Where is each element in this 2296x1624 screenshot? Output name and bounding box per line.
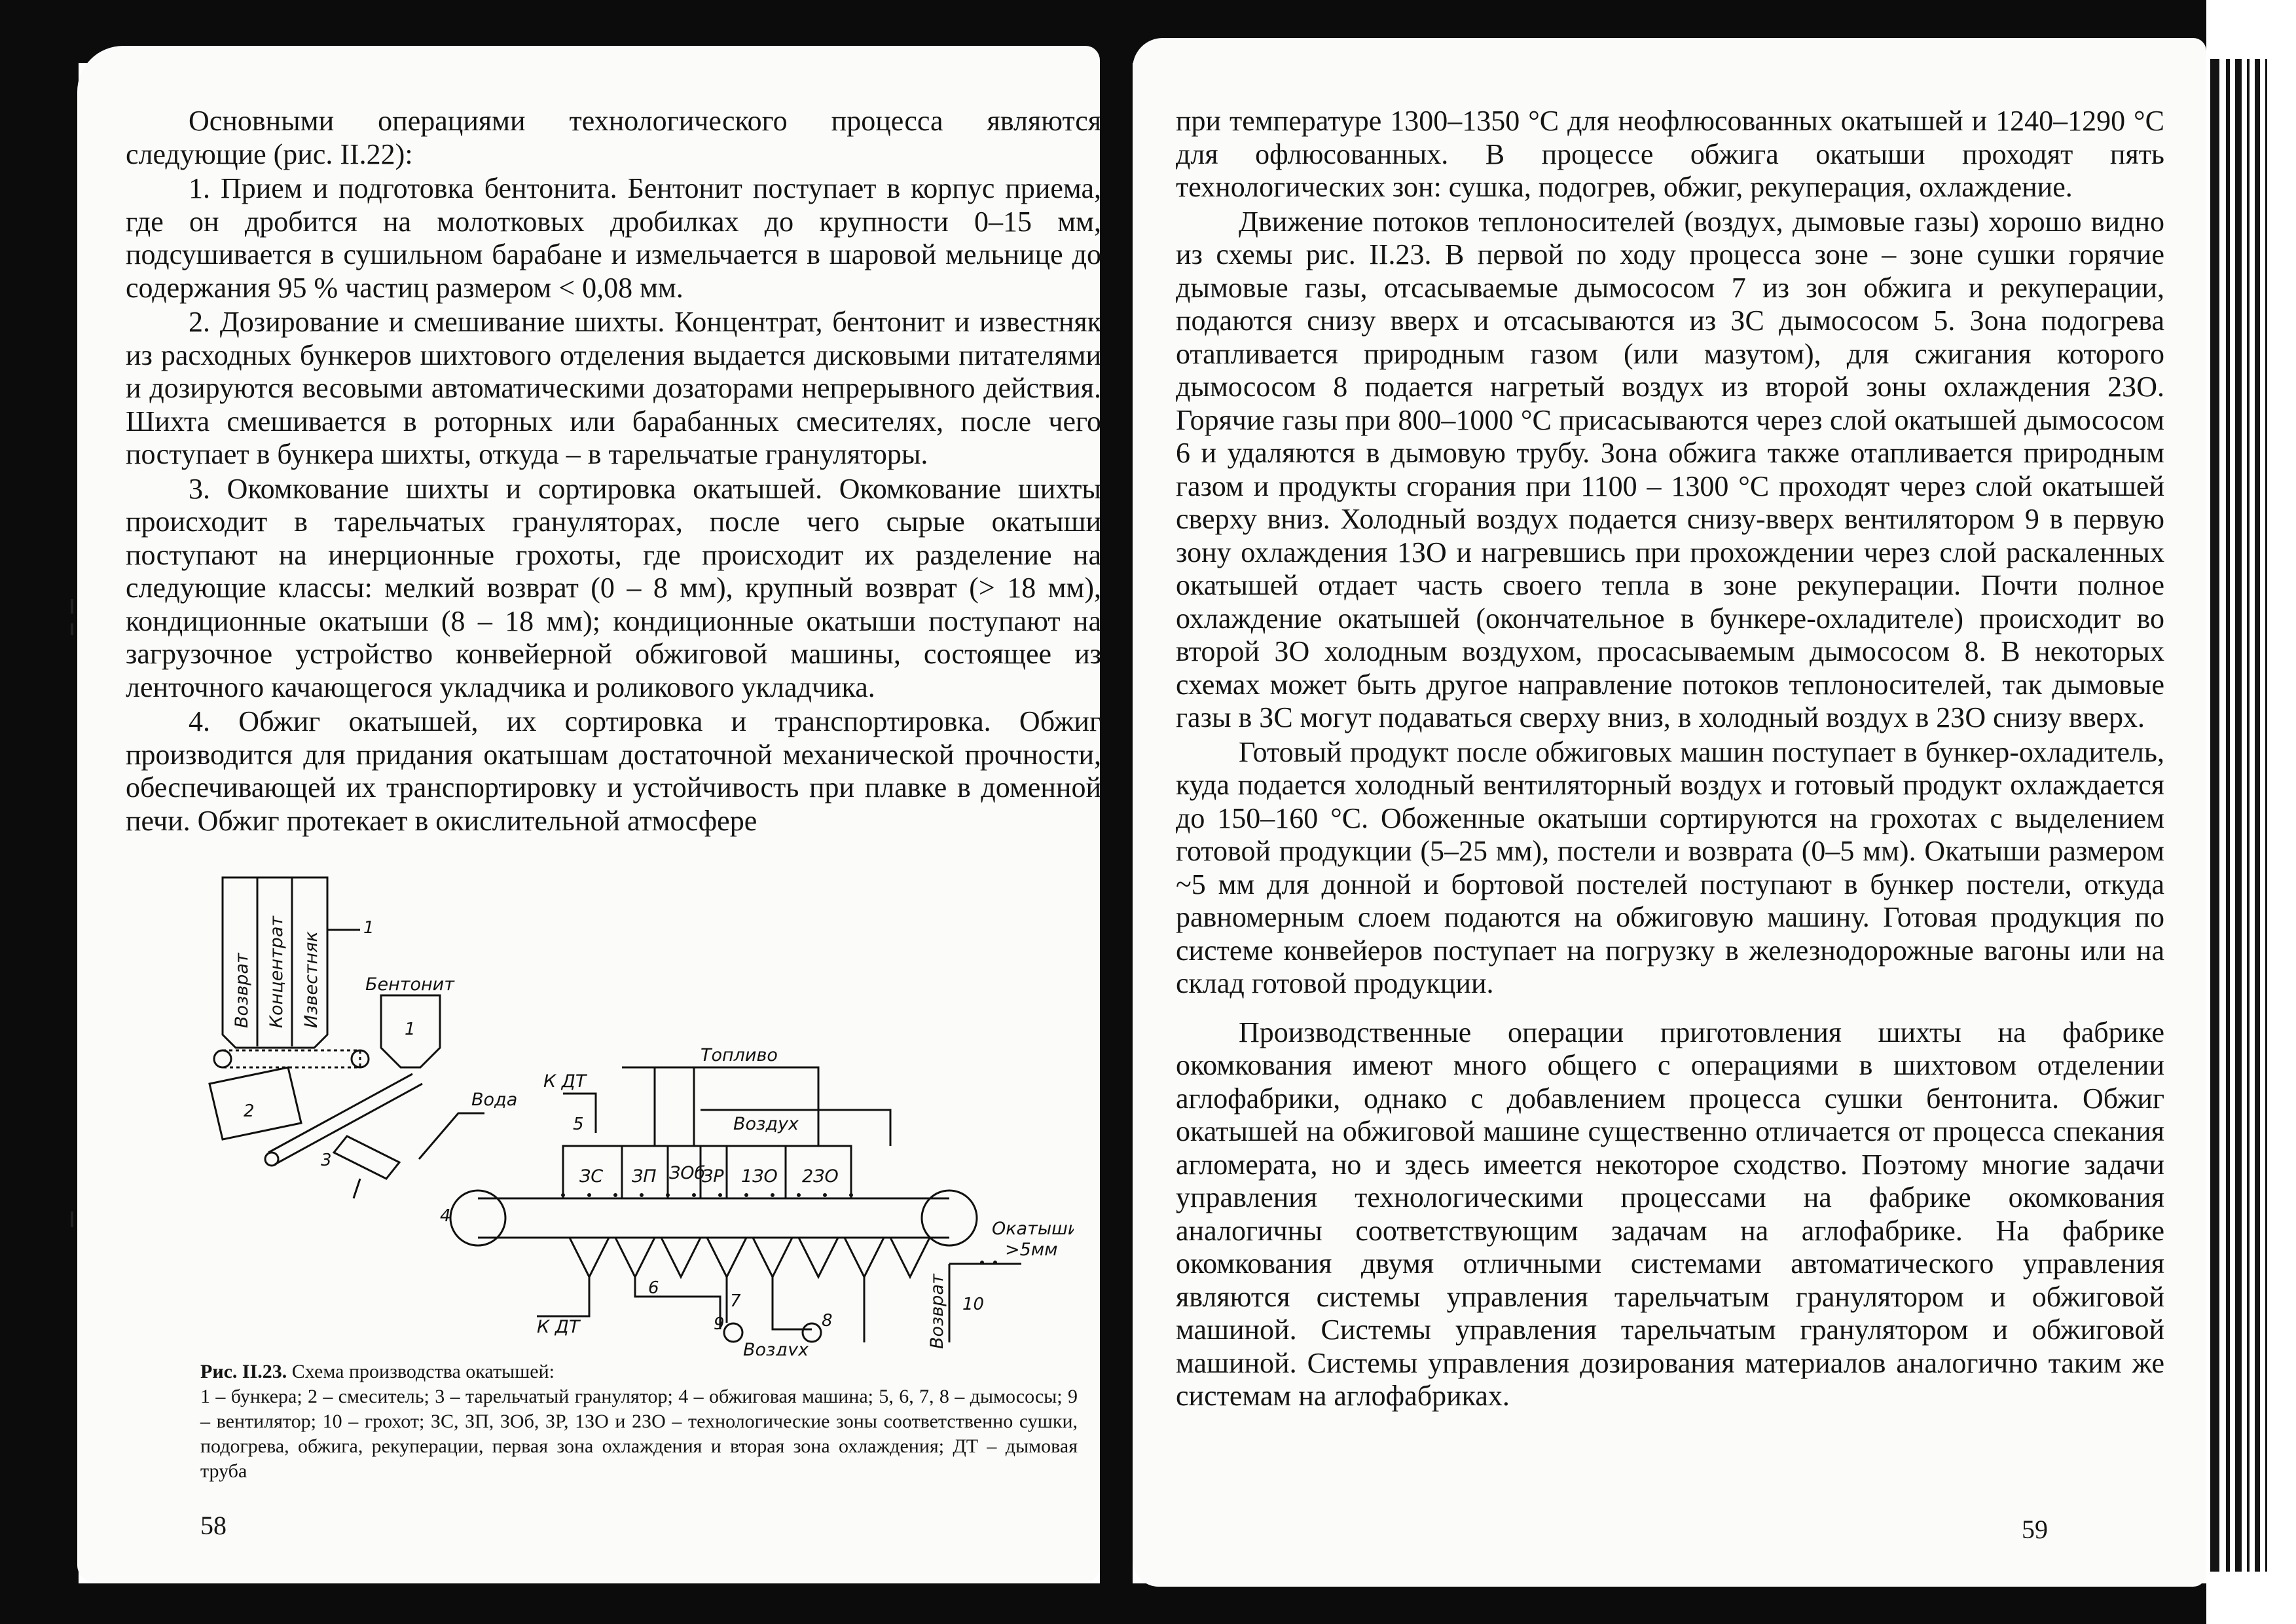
book-gutter — [1100, 0, 1133, 1624]
windbox — [661, 1238, 701, 1277]
label-koncentrat: Концентрат — [266, 915, 287, 1028]
paragraph: 4. Обжиг окатышей, их сортировка и транспортировка. Обжиг производится для придания окатышам достаточной механической прочности, обеспечивающей их транспортировку и устойчивость при плавке в доменной печи. Обжиг протекает в окислительной атмосфере — [126, 705, 1101, 837]
num-bentonit-hopper: 1 — [405, 1020, 416, 1039]
paragraph: 3. Окомкование шихты и сортировка окатышей. Окомкование шихты происходит в тарельчатых грануляторах, после чего сырые окатыши поступают на инерционные грохоты, где происходит их разделение на следующие классы: мелкий возврат (0 – 8 мм), крупный возврат (> 18 мм), кондиционные окатыши (8 – 18 мм); кондиционные окатыши поступают на загрузочное устройство конвейерной обжиговой машины, состоящее из ленточного качающегося укладчика и роликового укладчика. — [126, 472, 1101, 703]
inclined-conveyor — [268, 1074, 412, 1153]
label-zone-1o: 1ЗО — [741, 1166, 778, 1187]
feed-conveyor — [223, 1050, 360, 1067]
diagram-svg — [196, 871, 1074, 1356]
label-gt5mm: >5мм — [1005, 1240, 1058, 1260]
num-6: 6 — [648, 1278, 659, 1298]
fan — [803, 1323, 821, 1342]
label-vozvrat-right: Возврат — [927, 1274, 947, 1349]
conveyor-roller — [265, 1153, 278, 1166]
duct — [773, 1277, 812, 1329]
label-vozduh-bottom: Воздух — [743, 1340, 809, 1356]
edge-mark — [71, 1211, 73, 1227]
page-number-right: 59 — [2022, 1515, 2048, 1544]
paragraph: 2. Дозирование и смешивание шихты. Концентрат, бентонит и известняк из расходных бункеров шихтового отделения выдается дисковыми питателями и дозируются весовыми автоматическими дозаторами непрерывного действия. Шихта смешивается в роторных или барабанных смесителях, после чего поступает в бункера шихты, откуда – в тарельчатые грануляторы. — [126, 306, 1101, 470]
label-voda: Вода — [471, 1090, 518, 1110]
label-zone-2o: 2ЗО — [802, 1166, 839, 1187]
conveyor-roller — [214, 1050, 231, 1067]
num-1: 1 — [363, 918, 374, 938]
pellet-dots — [561, 1193, 997, 1264]
label-bentonit: Бентонит — [365, 974, 454, 995]
edge-mark — [71, 623, 73, 635]
scan-border-bottom — [0, 1583, 2296, 1624]
fuel-line — [622, 1067, 818, 1146]
label-zone-3ob: ЗОб — [669, 1163, 706, 1183]
label-vozvrat: Возврат — [232, 953, 252, 1028]
windbox — [707, 1238, 746, 1277]
paragraph: Производственные операции приготовления шихты на фабрике окомкования имеют много общего с операциями в шихтовом отделении аглофабрики, однако с добавлением процесса сушки бентонита. Обжиг окатышей на обжиговой машине существенно отличается от процесса спекания агломерата, но и здесь имеется некоторое сходство. Поэтому многие задачи управления технологическими процессами на фабрике окомкования аналогичны соответствующим задачам на аглофабрике. На фабрике окомкования двумя отличными системами автоматического управления являются системы управления тарельчатым гранулятором и обжиговой машиной. Системы управления тарельчатым гранулятором и обжиговой машиной. Системы управления дозирования материалов аналогично таким же системам на аглофабриках. — [1176, 1016, 2164, 1412]
label-k-dt-top: К ДТ — [543, 1071, 587, 1092]
num-9: 9 — [714, 1314, 725, 1334]
exhaust-duct — [537, 1277, 589, 1316]
windbox — [890, 1238, 930, 1277]
paragraph: Основными операциями технологического процесса являются следующие (рис. II.22): — [126, 105, 1101, 170]
left-page-text — [126, 105, 1101, 838]
edge-mark — [71, 599, 73, 614]
label-vozduh-inner: Воздух — [733, 1114, 799, 1134]
scan-border-left — [0, 0, 79, 1624]
granulator — [334, 1136, 399, 1179]
num-4: 4 — [440, 1206, 451, 1226]
paragraph: Готовый продукт после обжиговых машин поступает в бункер-охладитель, куда подается холодный вентиляторный воздух и готовый продукт охлаждается до 150–160 °С. Обоженные окатыши сортируются на грохотах с выделением готовой продукции (5–25 мм), постели и возврата (0–5 мм). Окатыши размером ~5 мм для донной и бортовой постелей поступают в бункер постели, откуда равномерным слоем подаются на обжиговую машину. Готовая продукция по системе конвейеров поступает на погрузку в железнодорожные вагоны или на склад готовой продукции. — [1176, 735, 2164, 999]
label-zone-3p: ЗП — [632, 1166, 657, 1187]
figure-caption — [200, 1359, 1078, 1484]
windbox — [753, 1238, 792, 1277]
num-5: 5 — [573, 1115, 584, 1134]
granulator-stand — [354, 1179, 360, 1198]
num-10: 10 — [962, 1295, 985, 1314]
right-page-text — [1176, 105, 2164, 1413]
label-zone-3r: ЗР — [702, 1166, 724, 1187]
page-stack-edge — [2206, 0, 2296, 1624]
label-okatyshi: Окатыши — [992, 1219, 1074, 1239]
process-diagram — [196, 871, 1074, 1356]
windbox — [845, 1238, 884, 1277]
num-2: 2 — [244, 1101, 255, 1121]
windbox — [799, 1238, 838, 1277]
label-zone-3s: ЗС — [579, 1166, 604, 1187]
water-pipe — [419, 1113, 484, 1159]
page-number-left: 58 — [200, 1511, 227, 1540]
fan — [724, 1323, 742, 1342]
caption-body: 1 – бункера; 2 – смеситель; 3 – тарельчатый гранулятор; 4 – обжиговая машина; 5, 6, 7, 8 – дымососы; 9 – вентилятор; 10 – грохот; ЗС, ЗП, ЗОб, ЗР, 1ЗО и 2ЗО – технологические зоны соответственно сушки, подогрева, обжига, рекуперации, первая зона охлаждения и вторая зона охлаждения; ДТ – дымовая труба — [200, 1386, 1078, 1482]
caption-title: Схема производства окатышей: — [291, 1361, 555, 1382]
paragraph: при температуре 1300–1350 °С для неофлюсованных окатышей и 1240–1290 °С для офлюсованных. В процессе обжига окатыши проходят пять технологических зон: сушка, подогрев, обжиг, рекуперация, охлаждение. — [1176, 105, 2164, 203]
label-k-dt-bottom: К ДТ — [537, 1317, 580, 1337]
label-toplivo: Топливо — [701, 1045, 778, 1065]
windbox — [570, 1238, 609, 1277]
num-7: 7 — [730, 1291, 741, 1311]
paragraph: 1. Прием и подготовка бентонита. Бентонит поступает в корпус приема, где он дробится на молотковых дробилках до крупности 0–15 мм, подсушивается в сушильном барабане и измельчается в шаровой мельнице до содержания 95 % частиц размером < 0,08 мм. — [126, 172, 1101, 304]
num-3: 3 — [321, 1151, 332, 1170]
caption-label: Рис. II.23. — [200, 1361, 287, 1382]
paragraph: Движение потоков теплоносителей (воздух, дымовые газы) хорошо видно из схемы рис. II.23. В первой по ходу процесса зоне – зоне сушки горячие дымовые газы, отсасываемые дымососом 7 из зон обжига и рекуперации, подаются снизу вверх и отсасываются из ЗС дымососом 5. Зона подогрева отапливается природным газом (или мазутом), для сжигания которого дымососом 8 подается нагретый воздух из второй зоны охлаждения 2ЗО. Горячие газы при 800–1000 °С присасываются через слой окатышей дымососом 6 и удаляются в дымовую трубу. Зона обжига также отапливается природным газом и продукты сгорания при 1100 – 1300 °С проходят через слой окатышей сверху вниз. Холодный воздух подается снизу-вверх вентилятором 9 в первую зону охлаждения 1ЗО и нагревшись при прохождении через слой раскаленных окатышей отдает часть своего тепла в зоне рекуперации. Почти полное охлаждение окатышей (окончательное в бункере-охладителе) происходит во второй ЗО холодным воздухом, просасываемым дымососом 8. В некоторых схемах может быть другое направление потоков теплоносителей, так дымовые газы в ЗС могут подаваться сверху вниз, в холодный воздух в 2ЗО снизу вверх. — [1176, 205, 2164, 733]
label-izvestnyak: Известняк — [301, 931, 321, 1028]
windbox — [615, 1238, 655, 1277]
num-8: 8 — [822, 1311, 833, 1331]
